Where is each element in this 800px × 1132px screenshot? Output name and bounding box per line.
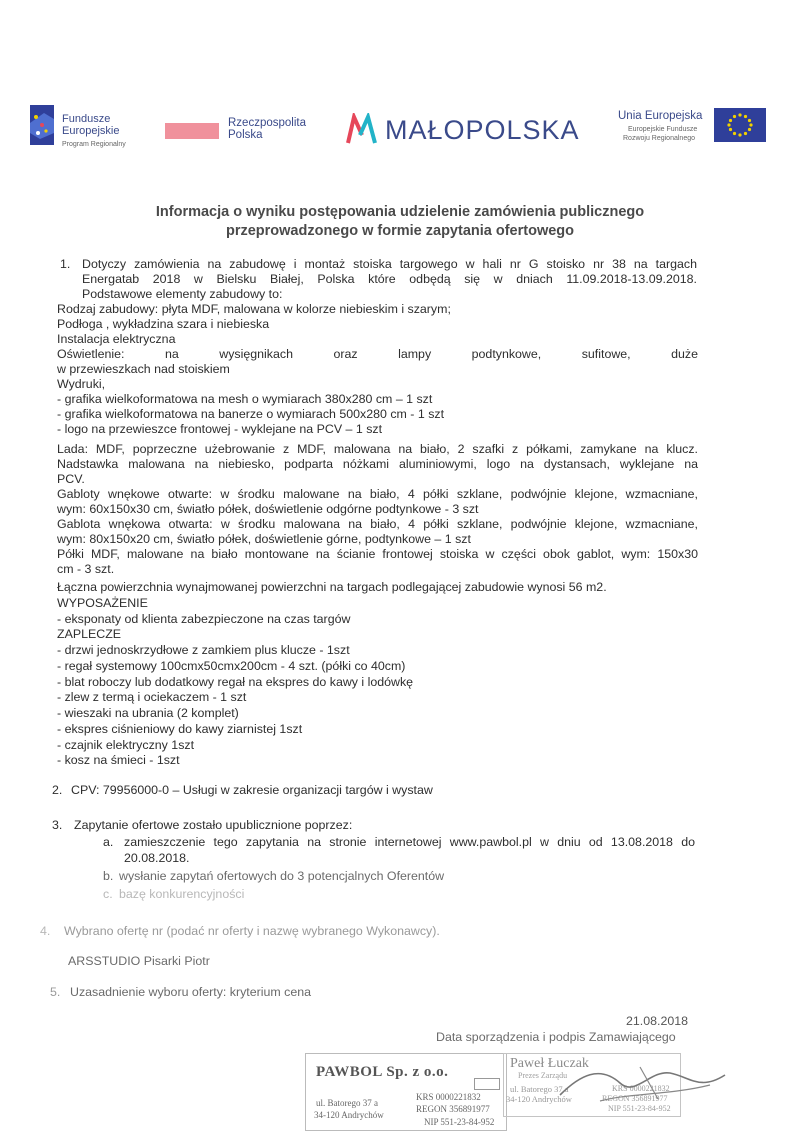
section3-item-a-cont: 20.08.2018. — [124, 851, 190, 865]
stamp-person-address1: ul. Batorego 37 a — [510, 1084, 569, 1094]
stamp-person-address2: 34-120 Andrychów — [506, 1094, 572, 1104]
section1-line: Gablota wnękowa otwarta: w środku malowana na biało, 4 półki szklane, podwójnie klejone, wzmacniane, — [57, 517, 698, 531]
section3-text: Zapytanie ofertowe zostało upublicznione poprzez: — [74, 818, 353, 832]
poland-flag-icon — [165, 123, 219, 139]
section3-item-a-marker: a. — [103, 835, 114, 849]
section1-line: Nadstawka malowana na niebiesko, podparta nóżkami aluminiowymi, logo na dystansach, wyklejane na — [57, 457, 698, 471]
section1-line: Dotyczy zamówienia na zabudowę i montaż stoiska targowego w hali nr G stoisko nr 38 na targach — [82, 257, 697, 271]
document-title — [60, 203, 740, 241]
eu-flag-icon — [714, 108, 766, 142]
section1-line: - eksponaty od klienta zabezpieczone na czas targów — [57, 612, 351, 626]
section1-line: Wydruki, — [57, 377, 106, 391]
section1-line: - kosz na śmieci - 1szt — [57, 753, 180, 767]
stamp-person-name: Paweł Łuczak — [510, 1056, 589, 1071]
section1-line: - drzwi jednoskrzydłowe z zamkiem plus klucze - 1szt — [57, 643, 350, 657]
malopolska-name: MAŁOPOLSKA — [385, 115, 580, 145]
signature-label: Data sporządzenia i podpis Zamawiającego — [436, 1030, 676, 1044]
section3-item-b: wysłanie zapytań ofertowych do 3 potencjalnych Oferentów — [119, 869, 445, 883]
malopolska-emblem-icon — [345, 113, 379, 145]
section2-text: CPV: 79956000-0 – Usługi w zakresie organizacji targów i wystaw — [71, 783, 433, 797]
section1-number: 1. — [60, 257, 71, 271]
section1-line: - grafika wielkoformatowa na mesh o wymiarach 380x280 cm – 1 szt — [57, 392, 433, 406]
section1-line: cm - 3 szt. — [57, 562, 115, 576]
section1-line: Oświetlenie: na wysięgnikach oraz lampy podtynkowe, sufitowe, duże — [57, 347, 698, 361]
unia-line1: Unia Europejska — [618, 110, 703, 122]
stamp-nip: NIP 551-23-84-952 — [424, 1117, 495, 1127]
stamp-logo-icon — [474, 1078, 500, 1090]
document-date: 21.08.2018 — [626, 1014, 689, 1028]
section1-line: Lada: MDF, poprzeczne użebrowanie z MDF, malowana na biało, 2 szafki z półkami, zamykane na klucz. — [57, 442, 698, 456]
section3-number: 3. — [52, 818, 63, 832]
section1-line: - regał systemowy 100cmx50cmx200cm - 4 szt. (półki co 40cm) — [57, 659, 406, 673]
section4-number: 4. — [40, 924, 51, 938]
stamp-company-name: PAWBOL Sp. z o.o. — [316, 1064, 449, 1080]
handwritten-signature — [540, 1055, 740, 1115]
section4-text: Wybrano ofertę nr (podać nr oferty i nazwę wybranego Wykonawcy). — [64, 924, 440, 938]
section1-line: Podłoga , wykładzina szara i niebieska — [57, 317, 270, 331]
title-line1: Informacja o wyniku postępowania udzielenie zamówienia publicznego — [155, 204, 645, 220]
section1-line: - zlew z termą i ociekaczem - 1 szt — [57, 690, 247, 704]
logo-bar — [0, 95, 800, 155]
section3-item-c-marker: c. — [103, 887, 113, 901]
fundusze-line1: Fundusze — [62, 113, 111, 125]
fundusze-line2: Europejskie — [62, 125, 120, 137]
unia-logo — [612, 105, 772, 150]
section1-line: Instalacja elektryczna — [57, 332, 176, 346]
section1-line: PCV. — [57, 472, 85, 486]
section5-number: 5. — [50, 985, 61, 999]
section1-line: - blat roboczy lub dodatkowy regał na ekspres do kawy i lodówkę — [57, 675, 414, 689]
stamp-person-regon: REGON 356891977 — [602, 1094, 668, 1103]
rzeczpospolita-line1: Rzeczpospolita — [228, 117, 306, 129]
title-line2: przeprowadzonego w formie zapytania ofertowego — [225, 223, 575, 239]
stamp-person-role: Prezes Zarządu — [518, 1071, 568, 1080]
section2-number: 2. — [52, 783, 63, 797]
section1-line: wym: 80x150x20 cm, światło półek, doświetlenie górne, podtynkowe – 1 szt — [57, 532, 471, 546]
section1-line: wym: 60x150x30 cm, światło półek, doświetlenie odgórne podtynkowe - 3 szt — [57, 502, 479, 516]
selected-contractor: ARSSTUDIO Pisarki Piotr — [68, 954, 210, 968]
rzeczpospolita-line2: Polska — [228, 129, 263, 141]
section5-text: Uzasadnienie wyboru oferty: kryterium cena — [70, 985, 312, 999]
section1-line: Rodzaj zabudowy: płyta MDF, malowana w kolorze niebieskim i szarym; — [57, 302, 451, 316]
rzeczpospolita-logo — [165, 109, 315, 149]
malopolska-logo — [345, 113, 595, 153]
section3-item-a: zamieszczenie tego zapytania na stronie internetowej www.pawbol.pl w dniu od 13.08.2018 do — [124, 835, 695, 849]
stamp-regon: REGON 356891977 — [416, 1104, 490, 1114]
unia-line2: Europejskie Fundusze — [628, 126, 698, 133]
section1-line: - logo na przewieszce frontowej - wyklejane na PCV – 1 szt — [57, 422, 383, 436]
section1-line: Półki MDF, malowane na biało montowane na ścianie frontowej stoiska w części obok gablot, wym: 150x30 — [57, 547, 698, 561]
section1-line: - grafika wielkoformatowa na banerze o wymiarach 500x280 cm - 1 szt — [57, 407, 445, 421]
section3-item-b-marker: b. — [103, 869, 114, 883]
section1-line: - wieszaki na ubrania (2 komplet) — [57, 706, 239, 720]
section1-line: Energatab 2018 w Bielsku Białej, Polska które odbędą się w dniach 11.09.2018-13.09.2018. — [82, 272, 697, 286]
stamp-krs: KRS 0000221832 — [416, 1092, 481, 1102]
stamp-address-line2: 34-120 Andrychów — [314, 1110, 384, 1120]
company-stamp — [305, 1053, 507, 1131]
stamp-person-nip: NIP 551-23-84-952 — [608, 1104, 671, 1113]
section1-line: - ekspres ciśnieniowy do kawy ziarnistej 1szt — [57, 722, 303, 736]
fundusze-line3: Program Regionalny — [62, 141, 126, 148]
section1-line: - czajnik elektryczny 1szt — [57, 738, 195, 752]
stamp-person-krs: KRS 0000221832 — [612, 1084, 670, 1093]
fundusze-logo — [30, 103, 160, 151]
section1-line: Gabloty wnękowe otwarte: w środku malowane na biało, 4 półki szklane, podwójnie klejone, wzmacniane, — [57, 487, 698, 501]
section1-line: Łączna powierzchnia wynajmowanej powierzchni na targach podlegającej zabudowie wynosi 56 m2. — [57, 580, 607, 594]
section1-line: WYPOSAŻENIE — [57, 596, 148, 610]
section1-line: w przewieszkach nad stoiskiem — [57, 362, 230, 376]
fundusze-emblem-icon — [30, 103, 56, 147]
section1-line: Podstawowe elementy zabudowy to: — [82, 287, 283, 301]
stamp-address-line1: ul. Batorego 37 a — [316, 1098, 378, 1108]
section3-item-c: bazę konkurencyjności — [119, 887, 245, 901]
section1-line: ZAPLECZE — [57, 627, 122, 641]
unia-line3: Rozwoju Regionalnego — [623, 135, 695, 142]
